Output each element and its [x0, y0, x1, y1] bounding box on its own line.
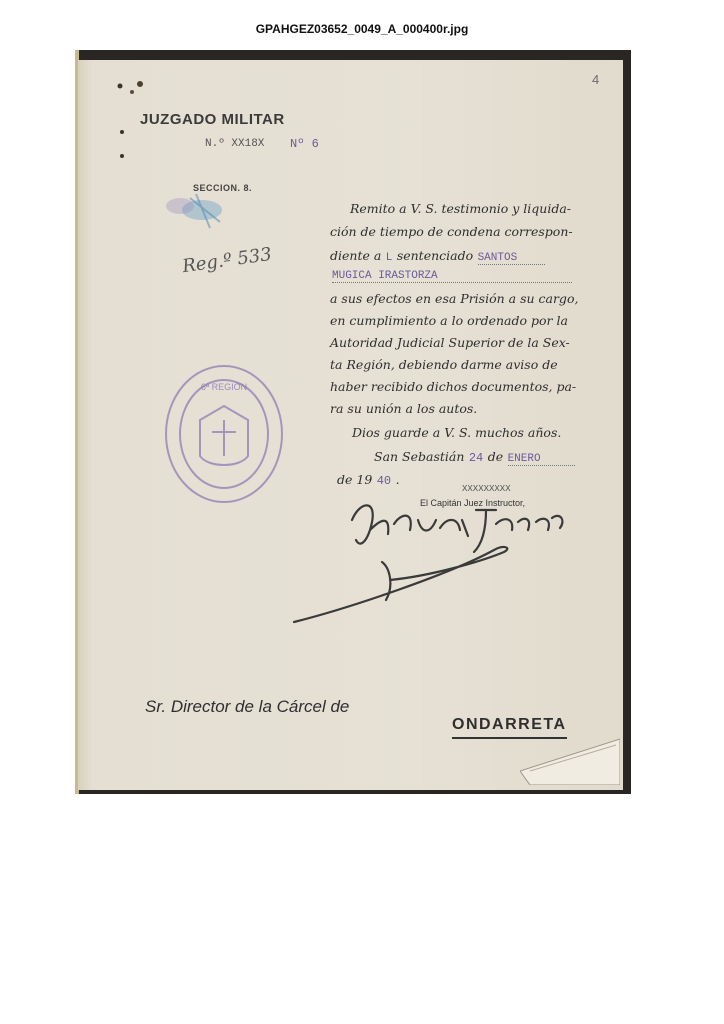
- day: 24: [468, 451, 484, 465]
- body-line-2: ción de tiempo de condena correspon-: [330, 224, 573, 239]
- seal-text: 6ª REGION: [200, 382, 248, 392]
- addressee-line: Sr. Director de la Cárcel de: [145, 697, 350, 716]
- date-line: [374, 448, 575, 466]
- registry-note: Reg.º 533: [180, 243, 274, 278]
- year-period: .: [395, 472, 400, 487]
- month: ENERO: [508, 453, 575, 466]
- closing-line: Dios guarde a V. S. muchos años.: [352, 425, 562, 440]
- body-line-7: Autoridad Judicial Superior de la Sex-: [330, 335, 570, 350]
- official-seal: [160, 360, 290, 510]
- body-line-3-word: sentenciado: [396, 248, 474, 263]
- body-line-1: Remito a V. S. testimonio y liquida-: [350, 201, 572, 216]
- struck-line: XXXXXXXXX: [462, 484, 511, 494]
- year-prefix: de 19: [337, 472, 373, 487]
- body-line-9: haber recibido dichos documentos, pa-: [330, 379, 577, 394]
- number-typed: Nº 6: [290, 137, 319, 151]
- body-line-6: en cumplimiento a lo ordenado por la: [330, 313, 568, 328]
- ink-smudge: [150, 188, 240, 238]
- signer-title: El Capitán Juez Instructor,: [420, 498, 526, 508]
- section-label: SECCION. 8.: [193, 183, 253, 193]
- name-first: SANTOS: [478, 252, 546, 265]
- signature: [290, 490, 580, 630]
- article-typed: L: [385, 252, 393, 264]
- body-line-3-prefix: diente a: [330, 248, 382, 263]
- year-line: [337, 471, 400, 489]
- page-number: 4: [592, 72, 600, 87]
- body-line-5: a sus efectos en esa Prisión a su cargo,: [330, 291, 579, 306]
- date-de: de: [487, 449, 504, 464]
- file-title: GPAHGEZ03652_0049_A_000400r.jpg: [255, 22, 469, 36]
- year-suffix: 40: [376, 474, 392, 488]
- name-surnames: MUGICA IRASTORZA: [332, 270, 572, 283]
- body-line-3: [330, 247, 545, 265]
- body-line-8: ta Región, debiendo darme aviso de: [330, 357, 558, 372]
- place: San Sebastián: [374, 449, 465, 464]
- prison-name: ONDARRETA: [452, 716, 567, 739]
- folded-corner: [520, 735, 620, 785]
- number-struck: N.º XX18X: [205, 138, 265, 150]
- office-heading: JUZGADO MILITAR: [140, 111, 285, 128]
- body-line-10: ra su unión a los autos.: [330, 401, 478, 416]
